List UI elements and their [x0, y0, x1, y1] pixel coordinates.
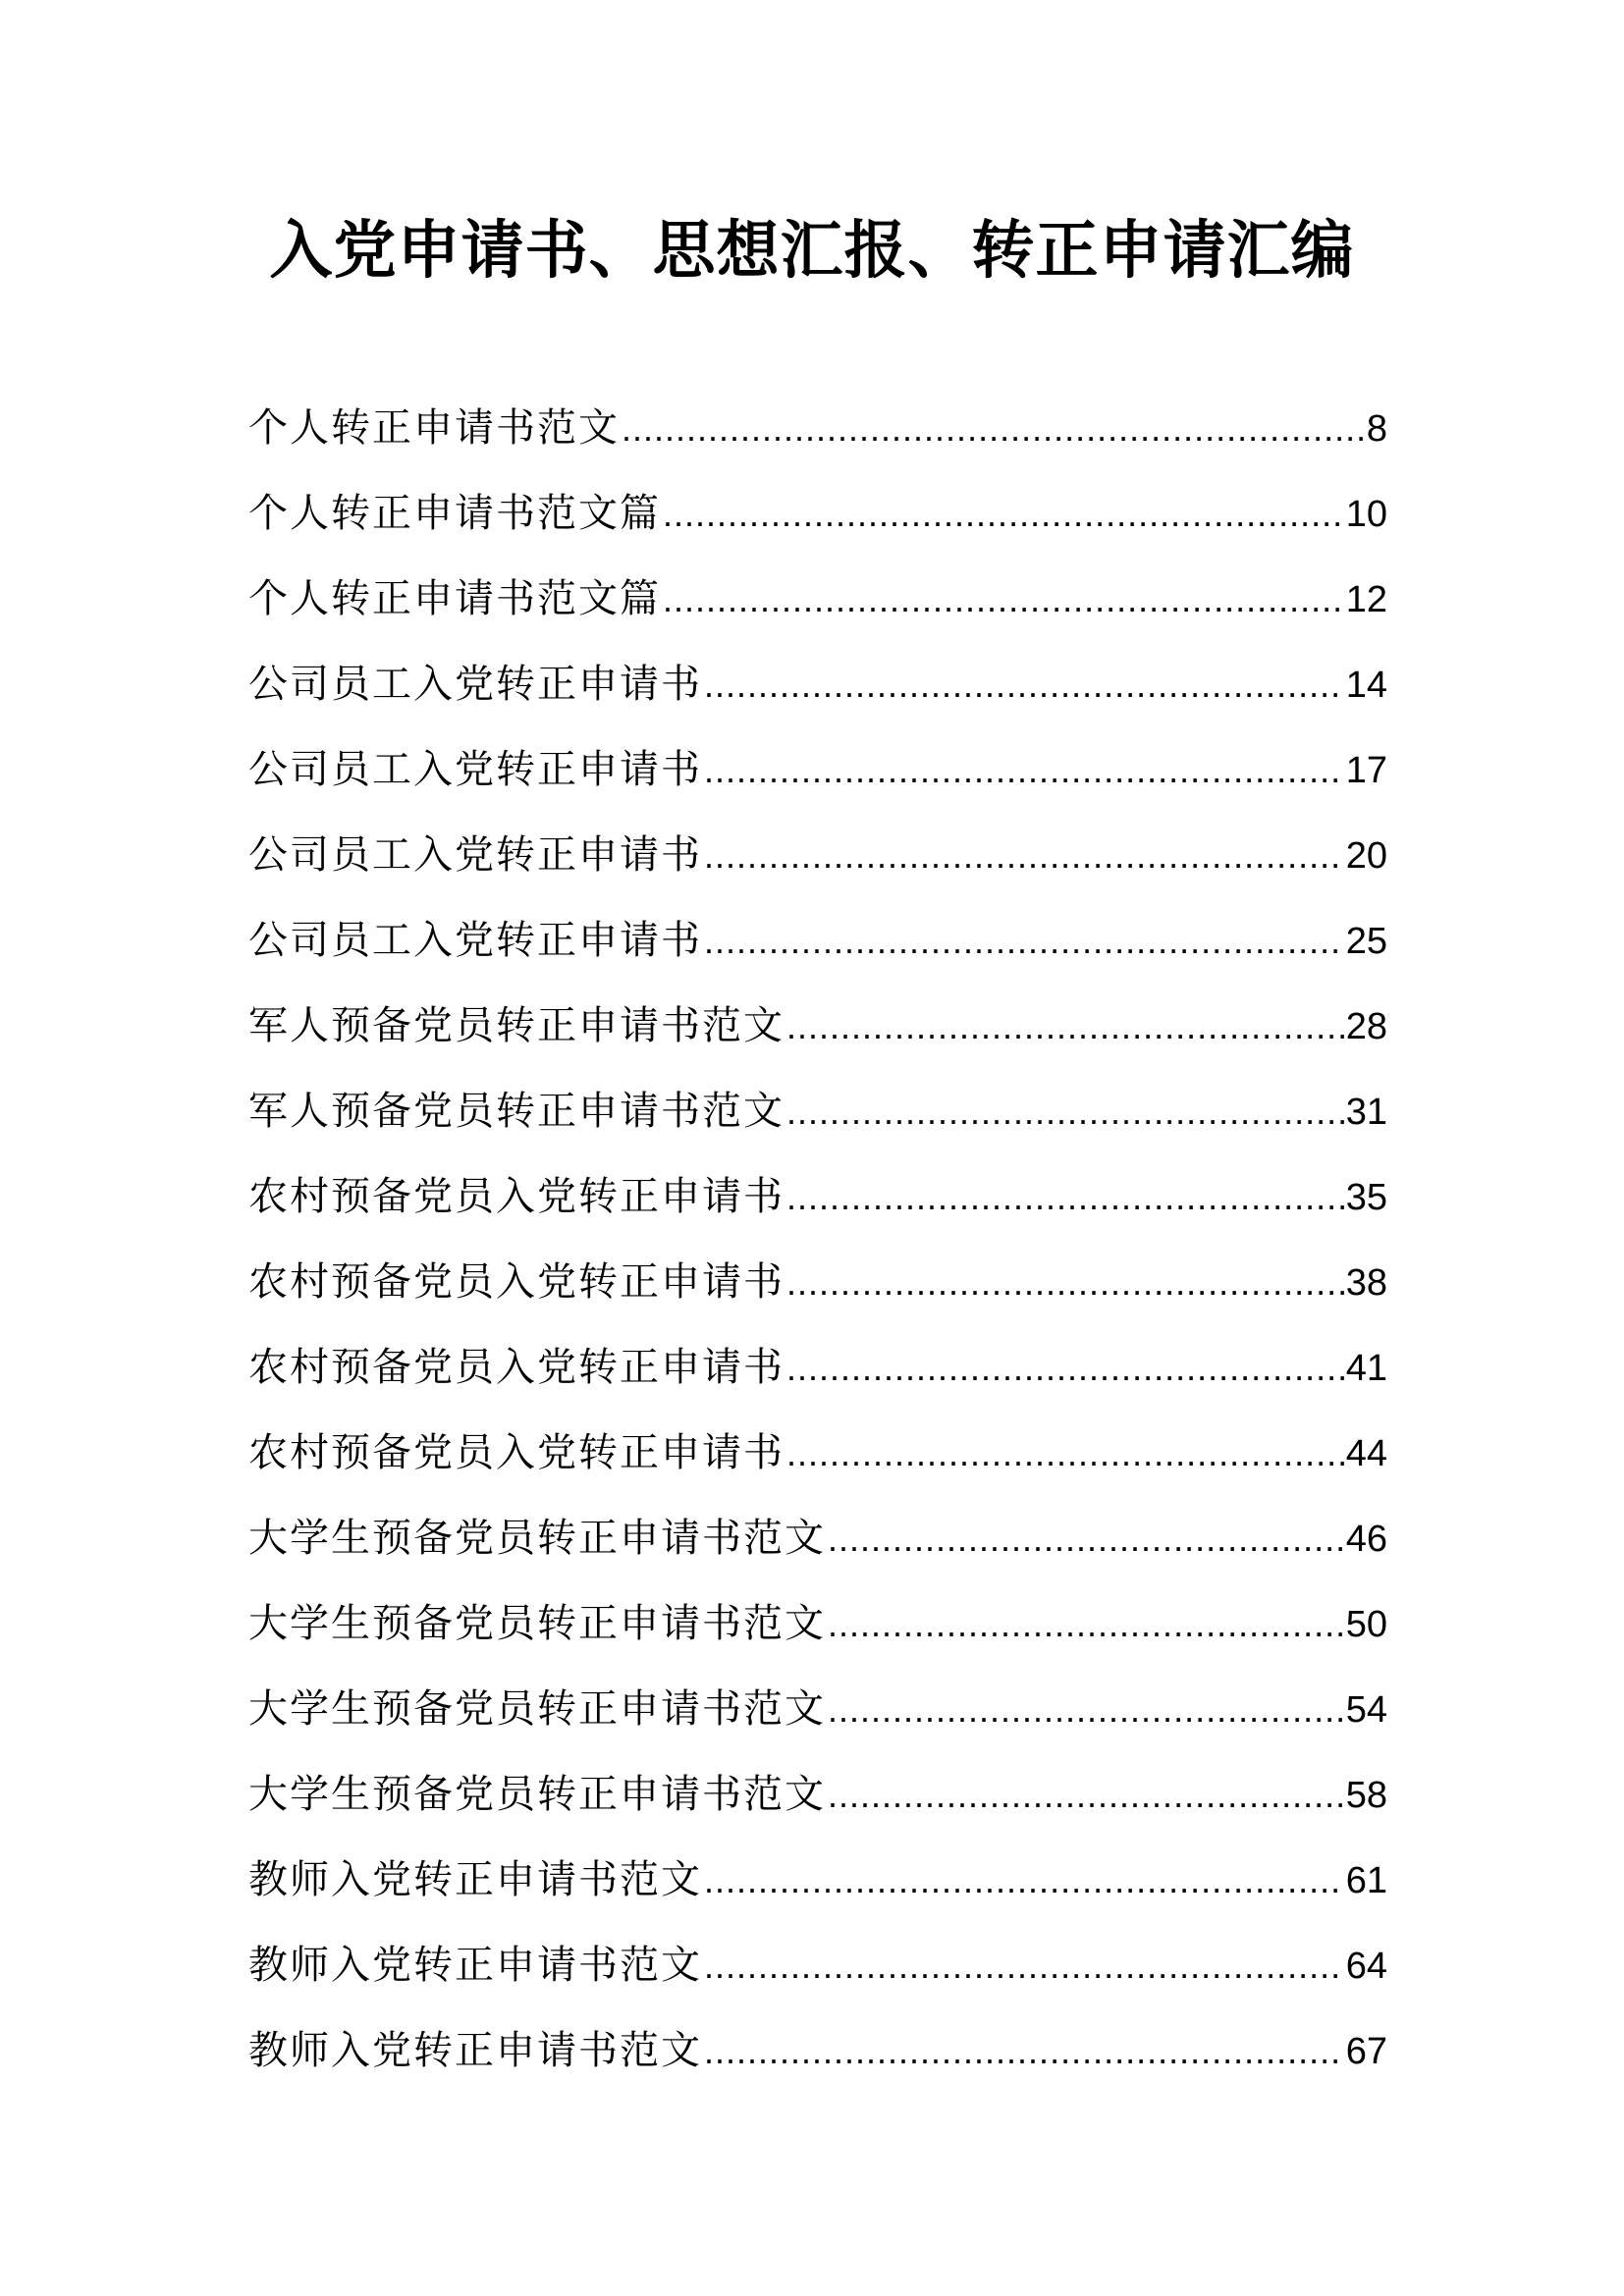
toc-dot-leader [704, 740, 1344, 801]
toc-dot-leader [704, 1850, 1344, 1911]
toc-dot-leader [786, 1082, 1344, 1143]
toc-page-number: 50 [1345, 1604, 1387, 1645]
toc-dot-leader [704, 655, 1344, 716]
toc-page-number: 31 [1345, 1092, 1387, 1133]
toc-page-number: 41 [1345, 1348, 1387, 1389]
toc-page-number: 14 [1345, 665, 1387, 706]
toc-entry[interactable] [248, 1081, 1387, 1166]
toc-entry-title: 大学生预备党员转正申请书范文 [248, 1601, 826, 1646]
page-title: 入党申请书、思想汇报、转正申请汇编 [269, 215, 1355, 288]
toc-entry[interactable] [248, 1935, 1387, 2020]
toc-dot-leader [786, 1423, 1344, 1484]
toc-entry-title: 公司员工入党转正申请书 [248, 747, 702, 792]
toc-dot-leader [786, 1167, 1344, 1228]
toc-entry[interactable] [248, 825, 1387, 910]
toc-dot-leader [786, 996, 1344, 1057]
toc-entry[interactable] [248, 1679, 1387, 1764]
toc-entry[interactable] [248, 1337, 1387, 1422]
toc-dot-leader [663, 484, 1344, 545]
toc-dot-leader [828, 1765, 1344, 1826]
toc-entry[interactable] [248, 1593, 1387, 1679]
toc-entry-title: 个人转正申请书范文篇 [248, 576, 661, 621]
toc-page-number: 35 [1345, 1177, 1387, 1218]
toc-page-number: 61 [1345, 1860, 1387, 1901]
toc-dot-leader [786, 1253, 1344, 1313]
toc-page-number: 44 [1345, 1433, 1387, 1474]
toc-entry[interactable] [248, 739, 1387, 825]
table-of-contents [248, 398, 1387, 2106]
toc-page-number: 67 [1345, 2031, 1387, 2072]
toc-page-number: 54 [1345, 1689, 1387, 1731]
toc-entry-title: 农村预备党员入党转正申请书 [248, 1259, 785, 1305]
toc-entry-title: 军人预备党员转正申请书范文 [248, 1089, 785, 1134]
toc-entry[interactable] [248, 568, 1387, 654]
toc-page-number: 25 [1345, 921, 1387, 962]
toc-entry-title: 教师入党转正申请书范文 [248, 2028, 702, 2073]
toc-entry-title: 农村预备党员入党转正申请书 [248, 1430, 785, 1475]
toc-entry-title: 个人转正申请书范文篇 [248, 491, 661, 536]
toc-entry[interactable] [248, 1252, 1387, 1337]
toc-dot-leader [704, 2021, 1344, 2082]
toc-page-number: 12 [1345, 579, 1387, 620]
toc-dot-leader [828, 1509, 1344, 1570]
toc-dot-leader [786, 1338, 1344, 1399]
toc-entry-title: 大学生预备党员转正申请书范文 [248, 1686, 826, 1732]
toc-entry[interactable] [248, 398, 1387, 483]
toc-dot-leader [704, 911, 1344, 972]
toc-page-number: 38 [1345, 1262, 1387, 1304]
toc-entry[interactable] [248, 2020, 1387, 2106]
toc-page-number: 64 [1345, 1946, 1387, 1987]
toc-entry[interactable] [248, 995, 1387, 1081]
toc-dot-leader [704, 1936, 1344, 1997]
toc-page-number: 20 [1345, 835, 1387, 877]
toc-entry-title: 公司员工入党转正申请书 [248, 832, 702, 878]
toc-entry-title: 军人预备党员转正申请书范文 [248, 1003, 785, 1048]
toc-entry[interactable] [248, 483, 1387, 568]
toc-entry[interactable] [248, 1849, 1387, 1935]
toc-page-number: 58 [1345, 1775, 1387, 1816]
toc-dot-leader [704, 826, 1344, 886]
toc-entry[interactable] [248, 1508, 1387, 1593]
toc-page-number: 10 [1345, 494, 1387, 535]
toc-entry[interactable] [248, 1166, 1387, 1252]
toc-page-number: 17 [1345, 750, 1387, 791]
toc-entry[interactable] [248, 1764, 1387, 1849]
toc-entry[interactable] [248, 1422, 1387, 1508]
toc-entry-title: 教师入党转正申请书范文 [248, 1857, 702, 1902]
toc-entry-title: 公司员工入党转正申请书 [248, 662, 702, 707]
toc-dot-leader [622, 399, 1365, 459]
toc-entry-title: 个人转正申请书范文 [248, 405, 620, 451]
toc-page-number: 28 [1345, 1006, 1387, 1047]
toc-dot-leader [828, 1680, 1344, 1740]
toc-entry-title: 教师入党转正申请书范文 [248, 1943, 702, 1988]
toc-entry-title: 大学生预备党员转正申请书范文 [248, 1772, 826, 1817]
toc-entry-title: 大学生预备党员转正申请书范文 [248, 1516, 826, 1561]
toc-dot-leader [663, 569, 1344, 630]
toc-page-number: 46 [1345, 1519, 1387, 1560]
toc-entry-title: 公司员工入党转正申请书 [248, 918, 702, 963]
toc-entry[interactable] [248, 910, 1387, 995]
toc-dot-leader [828, 1594, 1344, 1655]
toc-entry-title: 农村预备党员入党转正申请书 [248, 1174, 785, 1219]
toc-entry[interactable] [248, 654, 1387, 739]
toc-entry-title: 农村预备党员入党转正申请书 [248, 1345, 785, 1390]
toc-page-number: 8 [1366, 408, 1387, 450]
